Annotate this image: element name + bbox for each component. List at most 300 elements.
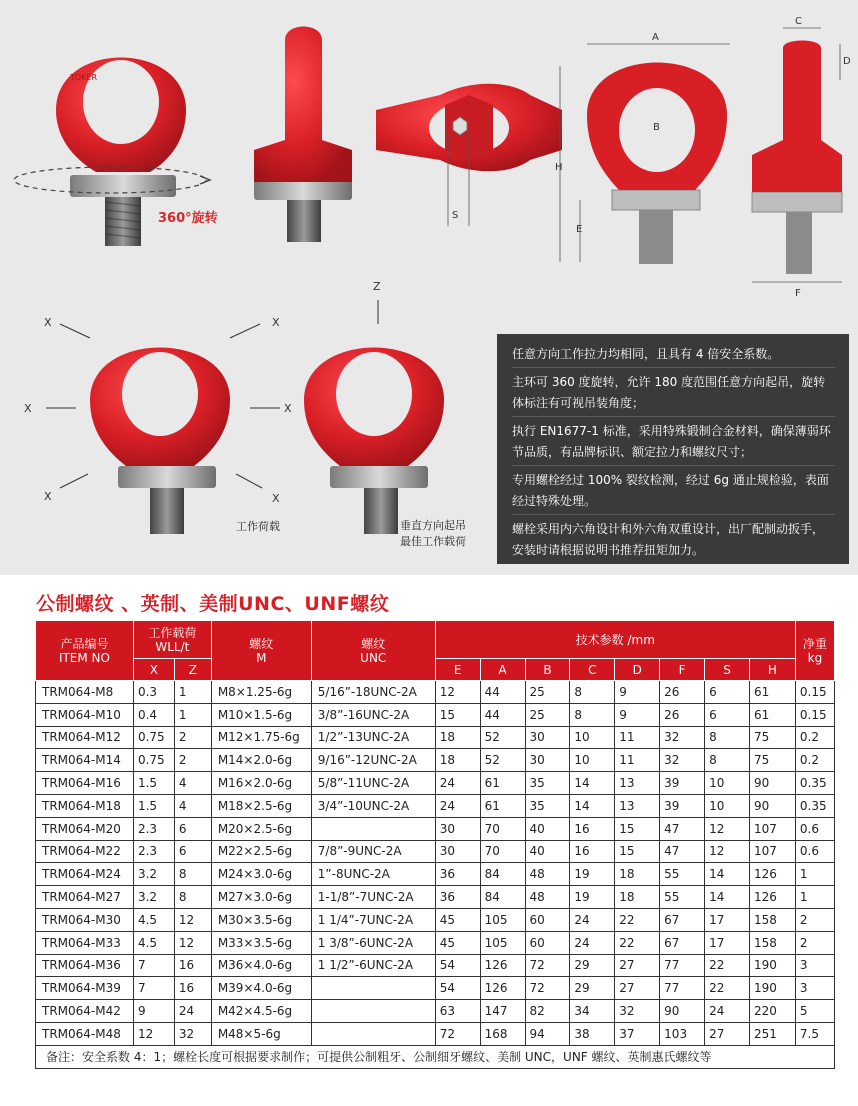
- cell-c: 24: [570, 908, 615, 931]
- cell-c: 10: [570, 726, 615, 749]
- cell-b: 30: [525, 749, 570, 772]
- table-row: [36, 954, 835, 977]
- table-row: [36, 1000, 835, 1023]
- cell-item: TRM064-M8: [36, 681, 134, 704]
- cell-m: M24×3.0-6g: [211, 863, 311, 886]
- cell-a: 52: [480, 726, 525, 749]
- eyebolt-top-view: [376, 84, 562, 226]
- feature-text: 主环可 360 度旋转，允许 180 度范围任意方向起吊，旋转体标注有可视吊装角度；: [512, 372, 835, 417]
- ring-marking: TOKER: [70, 73, 98, 82]
- cell-e: 30: [435, 840, 480, 863]
- cell-e: 24: [435, 794, 480, 817]
- cell-kg: 1: [795, 886, 834, 909]
- table-row: [36, 840, 835, 863]
- cell-s: 17: [705, 908, 750, 931]
- cell-unc: 9/16”-12UNC-2A: [311, 749, 435, 772]
- table-row: [36, 931, 835, 954]
- header-thread-m-sub: M: [256, 650, 267, 665]
- cell-unc: 5/16”-18UNC-2A: [311, 681, 435, 704]
- cell-f: 55: [660, 886, 705, 909]
- table-row: [36, 886, 835, 909]
- feature-text: 专用螺栓经过 100% 裂纹检测，经过 6g 通止规检验，表面经过特殊处理。: [512, 470, 835, 515]
- cell-d: 22: [615, 931, 660, 954]
- cell-e: 24: [435, 772, 480, 795]
- header-wll-cn: 工作载荷: [148, 625, 197, 640]
- cell-d: 9: [615, 681, 660, 704]
- cell-h: 126: [749, 886, 795, 909]
- cell-d: 18: [615, 886, 660, 909]
- header-tech: 技术参数 /mm: [435, 621, 795, 659]
- header-x: X: [133, 659, 174, 681]
- cell-a: 84: [480, 863, 525, 886]
- cell-s: 10: [705, 772, 750, 795]
- cell-kg: 5: [795, 1000, 834, 1023]
- cell-unc: 3/8”-16UNC-2A: [311, 703, 435, 726]
- cell-kg: 0.2: [795, 726, 834, 749]
- cell-d: 18: [615, 863, 660, 886]
- header-a: A: [480, 659, 525, 681]
- technical-drawing-front-shape: [555, 32, 727, 264]
- cell-c: 8: [570, 681, 615, 704]
- cell-x: 4.5: [133, 931, 174, 954]
- cell-kg: 0.35: [795, 794, 834, 817]
- cell-x: 2.3: [133, 840, 174, 863]
- table-row: [36, 908, 835, 931]
- table-row: [36, 794, 835, 817]
- cell-s: 10: [705, 794, 750, 817]
- cell-unc: 3/4”-10UNC-2A: [311, 794, 435, 817]
- eyebolt-side-view: [254, 27, 352, 243]
- cell-d: 32: [615, 1000, 660, 1023]
- cell-f: 90: [660, 1000, 705, 1023]
- cell-h: 107: [749, 817, 795, 840]
- dim-label-h: H: [555, 162, 563, 173]
- cell-m: M20×2.5-6g: [211, 817, 311, 840]
- header-b: B: [525, 659, 570, 681]
- dim-label-a: A: [652, 32, 659, 43]
- cell-z: 32: [174, 1022, 211, 1045]
- header-e: E: [435, 659, 480, 681]
- cell-a: 126: [480, 977, 525, 1000]
- cell-b: 60: [525, 931, 570, 954]
- cell-z: 24: [174, 1000, 211, 1023]
- feature-text: 螺栓采用内六角设计和外六角双重设计，出厂配制动扳手，安装时请根据说明书推荐扭矩加力。: [512, 522, 825, 557]
- cell-h: 107: [749, 840, 795, 863]
- header-thread-unc-cn: 螺纹: [361, 636, 386, 651]
- cell-b: 60: [525, 908, 570, 931]
- header-weight-cn: 净重: [802, 636, 827, 651]
- rotation-label: 360°旋转: [158, 211, 218, 226]
- cell-s: 8: [705, 749, 750, 772]
- cell-m: M10×1.5-6g: [211, 703, 311, 726]
- feature-info-box: [497, 334, 849, 564]
- cell-x: 3.2: [133, 863, 174, 886]
- cell-d: 15: [615, 817, 660, 840]
- cell-z: 2: [174, 749, 211, 772]
- cell-item: TRM064-M30: [36, 908, 134, 931]
- cell-f: 32: [660, 749, 705, 772]
- header-thread-m-cn: 螺纹: [249, 636, 274, 651]
- cell-item: TRM064-M27: [36, 886, 134, 909]
- cell-item: TRM064-M33: [36, 931, 134, 954]
- cell-kg: 0.15: [795, 681, 834, 704]
- cell-z: 8: [174, 863, 211, 886]
- cell-m: M36×4.0-6g: [211, 954, 311, 977]
- table-row: [36, 726, 835, 749]
- cell-kg: 0.6: [795, 817, 834, 840]
- header-thread-unc-sub: UNC: [360, 650, 387, 665]
- cell-b: 48: [525, 863, 570, 886]
- axis-z-label: Z: [373, 280, 381, 293]
- cell-e: 36: [435, 863, 480, 886]
- cell-c: 8: [570, 703, 615, 726]
- cell-m: M33×3.5-6g: [211, 931, 311, 954]
- cell-x: 2.3: [133, 817, 174, 840]
- axis-x-label: X: [24, 402, 32, 415]
- header-d: D: [615, 659, 660, 681]
- section-title: 公制螺纹 、英制、美制UNC、UNF螺纹: [36, 593, 390, 615]
- cell-unc: 1 3/8”-6UNC-2A: [311, 931, 435, 954]
- cell-z: 16: [174, 954, 211, 977]
- header-wll: [133, 621, 211, 659]
- cell-m: M14×2.0-6g: [211, 749, 311, 772]
- cell-x: 0.4: [133, 703, 174, 726]
- cell-e: 12: [435, 681, 480, 704]
- cell-f: 39: [660, 794, 705, 817]
- cell-x: 0.3: [133, 681, 174, 704]
- cell-f: 67: [660, 931, 705, 954]
- dim-label-b: B: [653, 122, 660, 133]
- cell-h: 90: [749, 794, 795, 817]
- cell-item: TRM064-M12: [36, 726, 134, 749]
- axis-x-label: X: [44, 316, 52, 329]
- header-weight: [795, 621, 834, 681]
- cell-x: 7: [133, 977, 174, 1000]
- cell-h: 251: [749, 1022, 795, 1045]
- cell-c: 29: [570, 977, 615, 1000]
- cell-kg: 0.15: [795, 703, 834, 726]
- cell-h: 190: [749, 954, 795, 977]
- header-thread-m: [211, 621, 311, 681]
- cell-unc: 5/8”-11UNC-2A: [311, 772, 435, 795]
- cell-m: M27×3.0-6g: [211, 886, 311, 909]
- cell-unc: 1 1/2”-6UNC-2A: [311, 954, 435, 977]
- cell-h: 158: [749, 931, 795, 954]
- cell-a: 70: [480, 840, 525, 863]
- cell-h: 61: [749, 681, 795, 704]
- cell-a: 52: [480, 749, 525, 772]
- cell-x: 0.75: [133, 726, 174, 749]
- cell-unc: [311, 817, 435, 840]
- cell-z: 12: [174, 931, 211, 954]
- cell-z: 12: [174, 908, 211, 931]
- cell-item: TRM064-M22: [36, 840, 134, 863]
- cell-x: 0.75: [133, 749, 174, 772]
- cell-f: 32: [660, 726, 705, 749]
- cell-h: 158: [749, 908, 795, 931]
- header-weight-sub: kg: [807, 650, 823, 665]
- cell-s: 17: [705, 931, 750, 954]
- cell-a: 147: [480, 1000, 525, 1023]
- cell-x: 1.5: [133, 794, 174, 817]
- table-row: [36, 817, 835, 840]
- cell-item: TRM064-M48: [36, 1022, 134, 1045]
- cell-s: 22: [705, 954, 750, 977]
- cell-s: 12: [705, 817, 750, 840]
- table-row: [36, 772, 835, 795]
- cell-m: M16×2.0-6g: [211, 772, 311, 795]
- cell-c: 29: [570, 954, 615, 977]
- feature-text: 任意方向工作拉力均相同，且具有 4 倍安全系数。: [512, 344, 835, 368]
- cell-kg: 7.5: [795, 1022, 834, 1045]
- cell-c: 14: [570, 772, 615, 795]
- cell-unc: 1-1/8”-7UNC-2A: [311, 886, 435, 909]
- cell-c: 16: [570, 817, 615, 840]
- cell-d: 27: [615, 977, 660, 1000]
- cell-s: 22: [705, 977, 750, 1000]
- eyebolt-load-z: [304, 280, 444, 534]
- cell-b: 72: [525, 954, 570, 977]
- cell-b: 25: [525, 703, 570, 726]
- header-s: S: [705, 659, 750, 681]
- table-row: [36, 681, 835, 704]
- cell-c: 38: [570, 1022, 615, 1045]
- cell-f: 77: [660, 977, 705, 1000]
- cell-unc: 1”-8UNC-2A: [311, 863, 435, 886]
- cell-s: 6: [705, 681, 750, 704]
- cell-m: M48×5-6g: [211, 1022, 311, 1045]
- cell-z: 1: [174, 703, 211, 726]
- header-f: F: [660, 659, 705, 681]
- cell-m: M30×3.5-6g: [211, 908, 311, 931]
- cell-a: 61: [480, 794, 525, 817]
- cell-a: 61: [480, 772, 525, 795]
- cell-e: 18: [435, 749, 480, 772]
- cell-z: 2: [174, 726, 211, 749]
- header-c: C: [570, 659, 615, 681]
- cell-s: 6: [705, 703, 750, 726]
- cell-e: 45: [435, 908, 480, 931]
- cell-unc: 1 1/4”-7UNC-2A: [311, 908, 435, 931]
- cell-item: TRM064-M36: [36, 954, 134, 977]
- table-row: [36, 1022, 835, 1045]
- table-row: [36, 703, 835, 726]
- cell-a: 105: [480, 908, 525, 931]
- header-item-cn: 产品编号: [60, 636, 109, 651]
- cell-a: 44: [480, 681, 525, 704]
- axis-x-label: X: [272, 316, 280, 329]
- table-note: 备注：安全系数 4：1；螺栓长度可根据要求制作；可提供公制粗牙、公制细牙螺纹、美制 UNC，UNF 螺纹、英制惠氏螺纹等: [36, 1045, 835, 1068]
- cell-f: 47: [660, 817, 705, 840]
- caption-best-load: 最佳工作载荷: [400, 535, 466, 548]
- cell-f: 39: [660, 772, 705, 795]
- cell-kg: 0.35: [795, 772, 834, 795]
- cell-c: 10: [570, 749, 615, 772]
- spec-table-body: [36, 681, 835, 1046]
- cell-e: 15: [435, 703, 480, 726]
- header-wll-sub: WLL/t: [155, 639, 190, 654]
- cell-z: 4: [174, 794, 211, 817]
- feature-text: 执行 EN1677-1 标准，采用特殊锻制合金材料，确保薄弱环节品质，有品牌标识、额定拉力和螺纹尺寸；: [512, 421, 835, 466]
- cell-z: 6: [174, 840, 211, 863]
- cell-e: 72: [435, 1022, 480, 1045]
- cell-z: 1: [174, 681, 211, 704]
- header-h: H: [749, 659, 795, 681]
- cell-m: M12×1.75-6g: [211, 726, 311, 749]
- cell-s: 24: [705, 1000, 750, 1023]
- cell-b: 35: [525, 772, 570, 795]
- cell-d: 15: [615, 840, 660, 863]
- cell-e: 54: [435, 977, 480, 1000]
- cell-e: 30: [435, 817, 480, 840]
- cell-z: 4: [174, 772, 211, 795]
- cell-h: 75: [749, 749, 795, 772]
- cell-d: 13: [615, 772, 660, 795]
- cell-b: 72: [525, 977, 570, 1000]
- cell-f: 67: [660, 908, 705, 931]
- cell-s: 8: [705, 726, 750, 749]
- cell-x: 1.5: [133, 772, 174, 795]
- caption-vertical-lift: [400, 518, 466, 550]
- caption-work-load: 工作荷载: [236, 520, 280, 533]
- cell-f: 26: [660, 681, 705, 704]
- cell-item: TRM064-M39: [36, 977, 134, 1000]
- cell-kg: 3: [795, 954, 834, 977]
- header-thread-unc: [311, 621, 435, 681]
- cell-e: 36: [435, 886, 480, 909]
- cell-d: 11: [615, 726, 660, 749]
- cell-d: 9: [615, 703, 660, 726]
- table-row: [36, 977, 835, 1000]
- cell-s: 12: [705, 840, 750, 863]
- cell-item: TRM064-M16: [36, 772, 134, 795]
- cell-item: TRM064-M14: [36, 749, 134, 772]
- cell-h: 190: [749, 977, 795, 1000]
- cell-s: 14: [705, 863, 750, 886]
- dim-label-c: C: [795, 16, 802, 27]
- cell-kg: 1: [795, 863, 834, 886]
- cell-kg: 2: [795, 931, 834, 954]
- cell-h: 220: [749, 1000, 795, 1023]
- cell-f: 77: [660, 954, 705, 977]
- cell-z: 16: [174, 977, 211, 1000]
- cell-d: 27: [615, 954, 660, 977]
- cell-d: 13: [615, 794, 660, 817]
- cell-b: 40: [525, 817, 570, 840]
- axis-x-label: X: [44, 490, 52, 503]
- dim-label-e: E: [576, 224, 583, 235]
- cell-a: 105: [480, 931, 525, 954]
- cell-h: 61: [749, 703, 795, 726]
- cell-item: TRM064-M10: [36, 703, 134, 726]
- cell-x: 9: [133, 1000, 174, 1023]
- header-item-en: ITEM NO: [58, 650, 110, 665]
- cell-x: 12: [133, 1022, 174, 1045]
- cell-a: 70: [480, 817, 525, 840]
- cell-c: 19: [570, 886, 615, 909]
- cell-kg: 0.6: [795, 840, 834, 863]
- cell-unc: [311, 1022, 435, 1045]
- cell-unc: [311, 977, 435, 1000]
- cell-kg: 3: [795, 977, 834, 1000]
- cell-f: 55: [660, 863, 705, 886]
- cell-b: 25: [525, 681, 570, 704]
- axis-x-label: X: [272, 492, 280, 505]
- cell-e: 63: [435, 1000, 480, 1023]
- cell-b: 82: [525, 1000, 570, 1023]
- cell-f: 26: [660, 703, 705, 726]
- cell-a: 44: [480, 703, 525, 726]
- cell-c: 34: [570, 1000, 615, 1023]
- cell-s: 27: [705, 1022, 750, 1045]
- cell-b: 35: [525, 794, 570, 817]
- cell-d: 22: [615, 908, 660, 931]
- cell-e: 45: [435, 931, 480, 954]
- cell-m: M8×1.25-6g: [211, 681, 311, 704]
- cell-f: 103: [660, 1022, 705, 1045]
- dim-label-s: S: [452, 210, 459, 221]
- cell-c: 19: [570, 863, 615, 886]
- cell-item: TRM064-M18: [36, 794, 134, 817]
- cell-item: TRM064-M42: [36, 1000, 134, 1023]
- cell-a: 84: [480, 886, 525, 909]
- cell-x: 7: [133, 954, 174, 977]
- cell-h: 90: [749, 772, 795, 795]
- cell-m: M39×4.0-6g: [211, 977, 311, 1000]
- cell-e: 18: [435, 726, 480, 749]
- cell-m: M18×2.5-6g: [211, 794, 311, 817]
- spec-table: [35, 620, 835, 1069]
- cell-unc: [311, 1000, 435, 1023]
- table-row: [36, 863, 835, 886]
- axis-x-label: X: [284, 402, 292, 415]
- caption-vertical: 垂直方向起吊: [400, 519, 466, 532]
- cell-x: 4.5: [133, 908, 174, 931]
- cell-unc: 7/8”-9UNC-2A: [311, 840, 435, 863]
- cell-s: 14: [705, 886, 750, 909]
- cell-a: 168: [480, 1022, 525, 1045]
- cell-h: 75: [749, 726, 795, 749]
- cell-d: 37: [615, 1022, 660, 1045]
- technical-drawing-side: [752, 16, 851, 299]
- eyebolt-load-x: [24, 316, 292, 534]
- cell-m: M22×2.5-6g: [211, 840, 311, 863]
- table-row: [36, 749, 835, 772]
- cell-item: TRM064-M24: [36, 863, 134, 886]
- cell-d: 11: [615, 749, 660, 772]
- cell-e: 54: [435, 954, 480, 977]
- header-z: Z: [174, 659, 211, 681]
- dim-label-f: F: [795, 288, 801, 299]
- cell-b: 48: [525, 886, 570, 909]
- cell-f: 47: [660, 840, 705, 863]
- header-item: [36, 621, 134, 681]
- cell-h: 126: [749, 863, 795, 886]
- cell-m: M42×4.5-6g: [211, 1000, 311, 1023]
- cell-item: TRM064-M20: [36, 817, 134, 840]
- cell-b: 40: [525, 840, 570, 863]
- cell-kg: 2: [795, 908, 834, 931]
- cell-c: 16: [570, 840, 615, 863]
- cell-x: 3.2: [133, 886, 174, 909]
- cell-c: 14: [570, 794, 615, 817]
- cell-c: 24: [570, 931, 615, 954]
- cell-z: 8: [174, 886, 211, 909]
- cell-unc: 1/2”-13UNC-2A: [311, 726, 435, 749]
- cell-kg: 0.2: [795, 749, 834, 772]
- dim-label-d: D: [843, 56, 851, 67]
- cell-z: 6: [174, 817, 211, 840]
